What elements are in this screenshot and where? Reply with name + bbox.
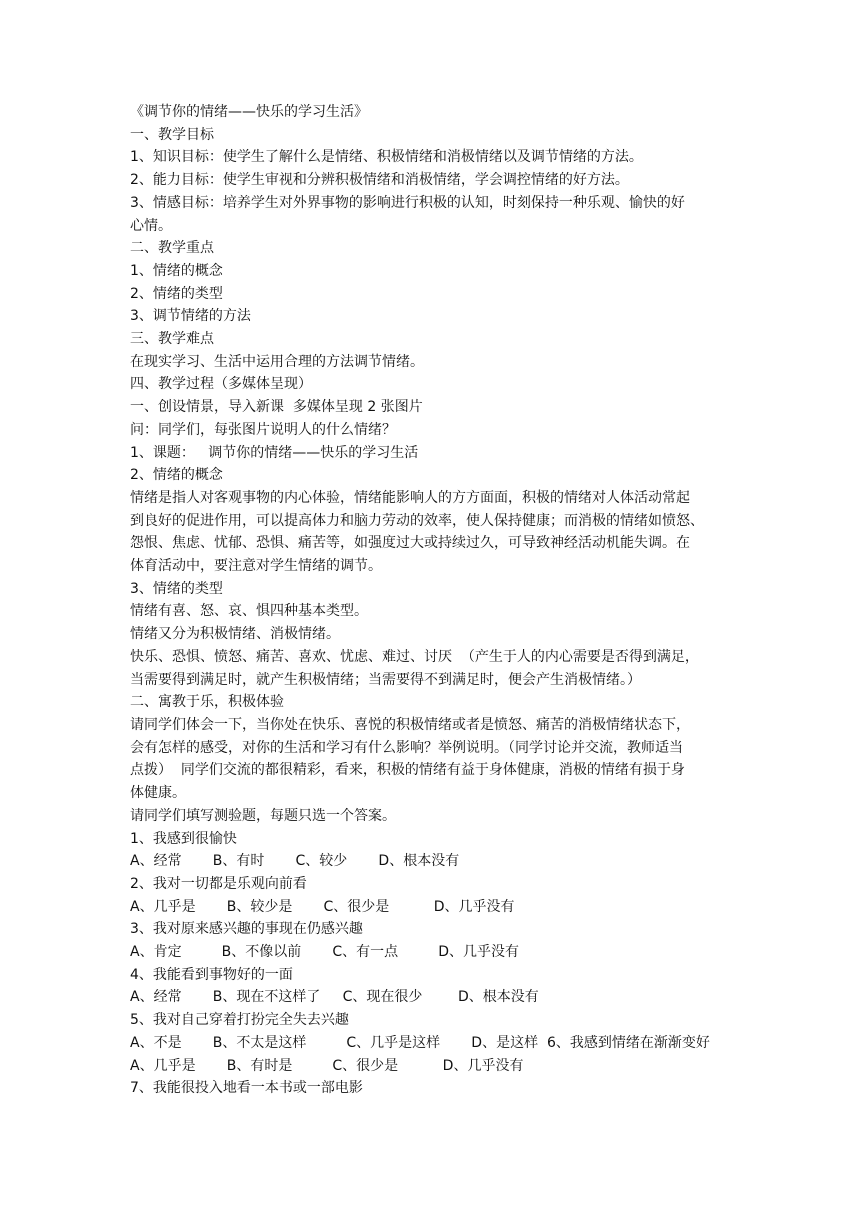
section-heading: 三、教学难点 xyxy=(130,331,214,348)
section-heading: 一、教学目标 xyxy=(130,126,214,143)
paragraph-line: 请同学们填写测验题，每题只选一个答案。 xyxy=(130,807,396,824)
quiz-options: A、经常 B、有时 C、较少 D、根本没有 xyxy=(130,853,460,870)
paragraph-line: 体健康。 xyxy=(130,785,186,802)
paragraph-line: 3、情感目标：培养学生对外界事物的影响进行积极的认知，时刻保持一种乐观、愉快的好 xyxy=(130,194,685,211)
quiz-options: A、几乎是 B、有时是 C、很少是 D、几乎没有 xyxy=(130,1057,524,1074)
paragraph-line: 2、情绪的类型 xyxy=(130,285,223,302)
paragraph-line: 到良好的促进作用，可以提高体力和脑力劳动的效率，使人保持健康；而消极的情绪如愤怒、 xyxy=(130,512,704,529)
paragraph-line: 会有怎样的感受，对你的生活和学习有什么影响？举例说明。（同学讨论并交流，教师适当 xyxy=(130,739,683,756)
paragraph-line: 2、能力目标：使学生审视和分辨积极情绪和消极情绪，学会调控情绪的好方法。 xyxy=(130,172,629,189)
paragraph-line: 一、创设情景，导入新课 多媒体呈现 2 张图片 xyxy=(130,399,423,416)
quiz-question: 5、我对自己穿着打扮完全失去兴趣 xyxy=(130,1012,349,1029)
paragraph-line: 问：同学们，每张图片说明人的什么情绪？ xyxy=(130,421,396,438)
paragraph-line: 1、情绪的概念 xyxy=(130,262,223,279)
quiz-question: 3、我对原来感兴趣的事现在仍感兴趣 xyxy=(130,921,363,938)
section-heading: 四、教学过程（多媒体呈现） xyxy=(130,376,312,393)
quiz-question: 4、我能看到事物好的一面 xyxy=(130,966,293,983)
paragraph-line: 情绪又分为积极情绪、消极情绪。 xyxy=(130,626,340,643)
paragraph-line: 在现实学习、生活中运用合理的方法调节情绪。 xyxy=(130,353,424,370)
paragraph-line: 2、情绪的概念 xyxy=(130,467,223,484)
paragraph-line: 1、知识目标：使学生了解什么是情绪、积极情绪和消极情绪以及调节情绪的方法。 xyxy=(130,149,643,166)
paragraph-line: 3、情绪的类型 xyxy=(130,580,223,597)
paragraph-line: 情绪是指人对客观事物的内心体验，情绪能影响人的方方面面，积极的情绪对人体活动常起 xyxy=(130,489,690,506)
quiz-question: 1、我感到很愉快 xyxy=(130,830,237,847)
paragraph-line: 点拨） 同学们交流的都很精彩，看来，积极的情绪有益于身体健康，消极的情绪有损于身 xyxy=(130,762,685,779)
paragraph-line: 怨恨、焦虑、忧郁、恐惧、痛苦等，如强度过大或持续过久，可导致神经活动机能失调。在 xyxy=(130,535,690,552)
paragraph-line: 当需要得到满足时，就产生积极情绪；当需要得不到满足时，便会产生消极情绪。） xyxy=(130,671,641,688)
section-heading: 二、寓教于乐，积极体验 xyxy=(130,694,284,711)
section-heading: 二、教学重点 xyxy=(130,240,214,257)
paragraph-line: 情绪有喜、怒、哀、惧四种基本类型。 xyxy=(130,603,368,620)
paragraph-line: 3、调节情绪的方法 xyxy=(130,308,251,325)
quiz-options: A、经常 B、现在不这样了 C、现在很少 D、根本没有 xyxy=(130,989,539,1006)
quiz-options: A、肯定 B、不像以前 C、有一点 D、几乎没有 xyxy=(130,944,519,961)
quiz-options: A、不是 B、不太是这样 C、几乎是这样 D、是这样 6、我感到情绪在渐渐变好 xyxy=(130,1034,710,1051)
paragraph-line: 1、课题： 调节你的情绪——快乐的学习生活 xyxy=(130,444,419,461)
quiz-question: 2、我对一切都是乐观向前看 xyxy=(130,875,307,892)
quiz-options: A、几乎是 B、较少是 C、很少是 D、几乎没有 xyxy=(130,898,515,915)
paragraph-line: 快乐、恐惧、愤怒、痛苦、喜欢、忧虑、难过、讨厌 （产生于人的内心需要是否得到满足， xyxy=(130,648,699,665)
quiz-question: 7、我能很投入地看一本书或一部电影 xyxy=(130,1080,363,1097)
paragraph-line: 请同学们体会一下，当你处在快乐、喜悦的积极情绪或者是愤怒、痛苦的消极情绪状态下， xyxy=(130,716,690,733)
paragraph-line: 心情。 xyxy=(130,217,172,234)
document-title: 《调节你的情绪——快乐的学习生活》 xyxy=(130,104,368,120)
paragraph-line: 体育活动中，要注意对学生情绪的调节。 xyxy=(130,558,382,575)
document-body xyxy=(130,101,732,1100)
